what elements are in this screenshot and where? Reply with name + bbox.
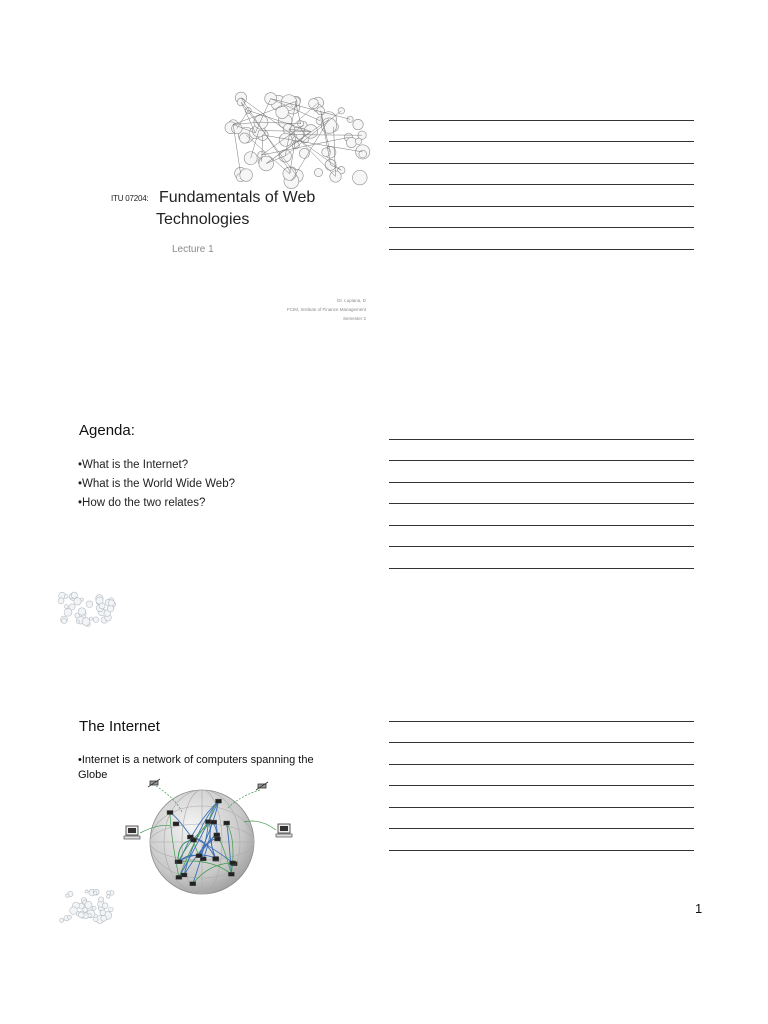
course-title	[156, 187, 359, 231]
author-semester: Semester 2	[342, 316, 366, 321]
notes-lines-slide-3[interactable]	[389, 721, 694, 853]
satellite-icon	[256, 782, 268, 790]
author-institution: FCIM, Institute of Finance Management	[286, 307, 366, 312]
lecture-subtitle: Lecture 1	[172, 244, 214, 255]
list-item: •How do the two relates?	[78, 497, 206, 509]
author-name: Dr. Lupiana, D	[337, 298, 366, 303]
internet-title: The Internet	[79, 718, 160, 735]
network-nodes-thumbnail	[60, 891, 114, 921]
agenda-title: Agenda:	[79, 422, 135, 439]
course-title-line2: Technologies	[156, 211, 250, 228]
notes-lines-slide-2[interactable]	[389, 439, 694, 571]
network-nodes-thumbnail	[60, 595, 114, 625]
internet-bullet: •Internet is a network of computers spanning the Globe	[78, 754, 314, 781]
list-item: •What is the Internet?	[78, 459, 189, 471]
satellite-icon	[148, 779, 160, 787]
course-code: ITU 07204:	[111, 194, 149, 203]
notes-lines-slide-1[interactable]	[389, 120, 694, 252]
page-number: 1	[695, 901, 703, 916]
author-block	[240, 296, 366, 323]
network-nodes-graphic	[230, 96, 364, 184]
course-title-line1: Fundamentals of Web	[159, 189, 316, 206]
computer-icon	[276, 824, 292, 837]
agenda-list	[78, 456, 235, 513]
computer-icon	[124, 826, 140, 839]
list-item: •What is the World Wide Web?	[78, 478, 235, 490]
globe-network-illustration	[120, 778, 300, 900]
